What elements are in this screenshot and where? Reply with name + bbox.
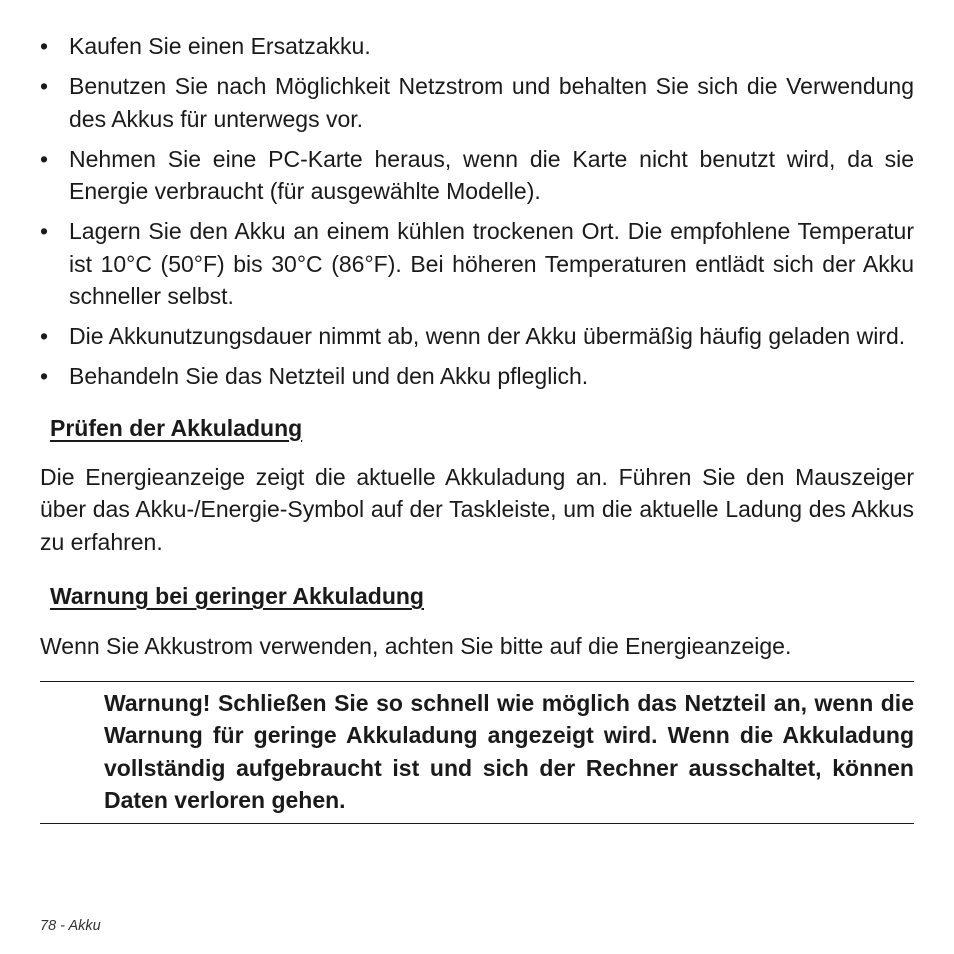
bullet-icon: • [40, 363, 49, 389]
bullet-icon: • [40, 323, 49, 349]
list-item-text: Die Akkunutzungsdauer nimmt ab, wenn der Akku übermäßig häufig geladen wird. [69, 323, 906, 349]
section-body-battery-check: Die Energieanzeige zeigt die aktuelle Akkuladung an. Führen Sie den Mauszeiger über das Akku-/Energie-Symbol auf der Taskleiste, um die aktuelle Ladung des Akkus zu erfahren. [40, 463, 914, 555]
list-item-text: Kaufen Sie einen Ersatzakku. [69, 33, 371, 59]
list-item [40, 70, 914, 135]
bullet-icon: • [40, 73, 49, 99]
list-item-text: Nehmen Sie eine PC-Karte heraus, wenn die Karte nicht benutzt wird, da sie Energie verbraucht (für ausgewählte Modelle). [69, 145, 914, 204]
page-footer: 78 - Akku [40, 918, 101, 934]
list-item [40, 30, 914, 63]
list-item-text: Lagern Sie den Akku an einem kühlen trockenen Ort. Die empfohlene Temperatur ist 10°C (50°F) bis 30°C (86°F). Bei höheren Temperaturen entlädt sich der Akku schneller selbst. [69, 218, 914, 309]
list-item-text: Benutzen Sie nach Möglichkeit Netzstrom und behalten Sie sich die Verwendung des Akkus für unterwegs vor. [69, 73, 914, 132]
warning-box [40, 681, 914, 824]
list-item [40, 215, 914, 313]
section-body-low-battery: Wenn Sie Akkustrom verwenden, achten Sie bitte auf die Energieanzeige. [40, 633, 792, 659]
tips-list [40, 30, 914, 393]
warning-text: Warnung! Schließen Sie so schnell wie möglich das Netzteil an, wenn die Warnung für geringe Akkuladung angezeigt wird. Wenn die Akkuladung vollständig aufgebraucht ist und sich der Rechner ausschaltet, können Daten verloren gehen. [104, 689, 914, 813]
section-heading-battery-check: Prüfen der Akkuladung [50, 414, 303, 441]
bullet-icon: • [40, 218, 49, 244]
list-item [40, 320, 914, 353]
section-heading-low-battery: Warnung bei geringer Akkuladung [50, 583, 424, 609]
bullet-icon: • [40, 145, 49, 172]
bullet-icon: • [40, 33, 49, 59]
list-item-text: Behandeln Sie das Netzteil und den Akku pfleglich. [69, 363, 589, 389]
list-item [40, 360, 914, 393]
page-content [40, 30, 914, 824]
list-item [40, 143, 914, 208]
